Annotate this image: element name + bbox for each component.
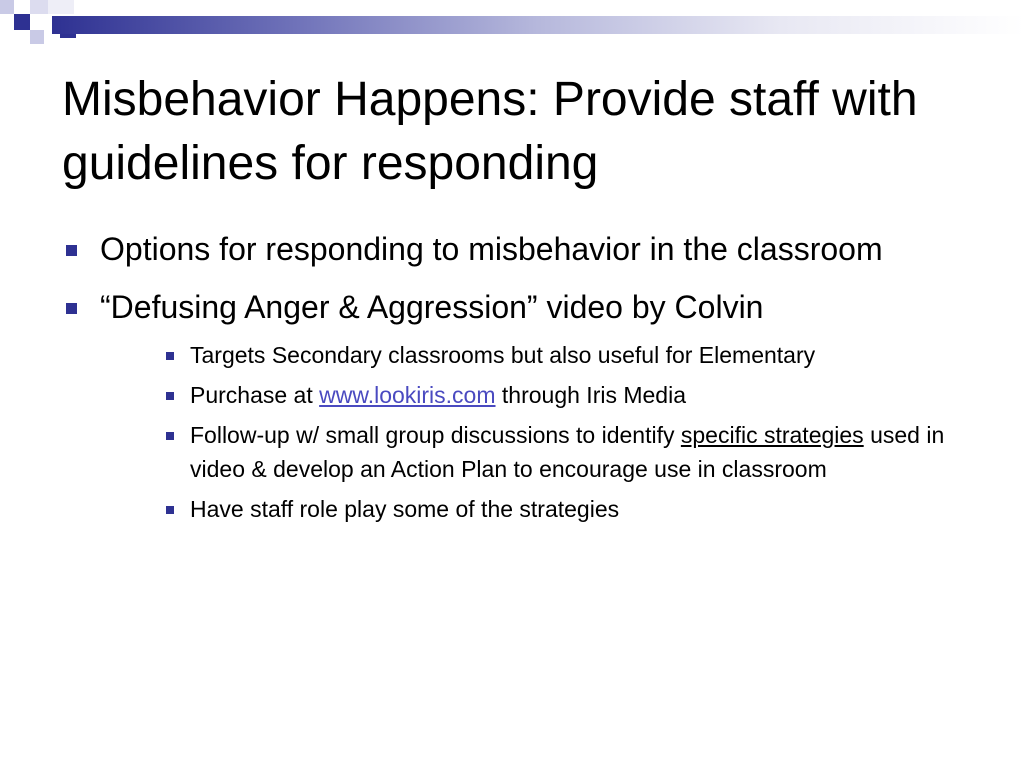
sub-bullet-item [62, 492, 982, 526]
sub-bullet-item [62, 418, 982, 486]
slide-body [62, 226, 982, 532]
decor-square [30, 14, 52, 30]
header-gradient-band [52, 16, 1024, 34]
bullet-item [62, 226, 982, 272]
sub-bullet-prefix: Follow-up w/ small group discussions to identify [190, 422, 681, 448]
decor-square [30, 0, 48, 14]
square-bullet-icon [166, 352, 174, 360]
decor-square [14, 14, 30, 30]
square-bullet-icon [166, 432, 174, 440]
slide-title: Misbehavior Happens: Provide staff with guidelines for responding [62, 73, 918, 190]
decor-square [0, 0, 14, 14]
bullet-text: Options for responding to misbehavior in the classroom [100, 231, 883, 267]
square-bullet-icon [166, 392, 174, 400]
bullet-item [62, 284, 982, 330]
sub-bullet-text: Have staff role play some of the strategies [190, 496, 620, 522]
sub-bullet-list [62, 338, 982, 526]
decor-square [30, 30, 44, 44]
square-bullet-icon [166, 506, 174, 514]
lookiris-link[interactable]: www.lookiris.com [319, 382, 496, 408]
bullet-text: “Defusing Anger & Aggression” video by Colvin [100, 289, 764, 325]
sub-bullet-item [62, 378, 982, 412]
underlined-emphasis: specific strategies [680, 422, 864, 448]
square-bullet-icon [66, 303, 77, 314]
square-bullet-icon [66, 245, 77, 256]
sub-bullet-prefix: Purchase at [190, 382, 320, 408]
decor-square [48, 0, 74, 14]
sub-bullet-suffix: used in video & develop an Action Plan to encourage use in classroom [190, 422, 945, 482]
sub-bullet-suffix: through Iris Media [495, 382, 686, 408]
sub-bullet-text: Targets Secondary classrooms but also useful for Elementary [190, 342, 816, 368]
sub-bullet-item [62, 338, 982, 372]
